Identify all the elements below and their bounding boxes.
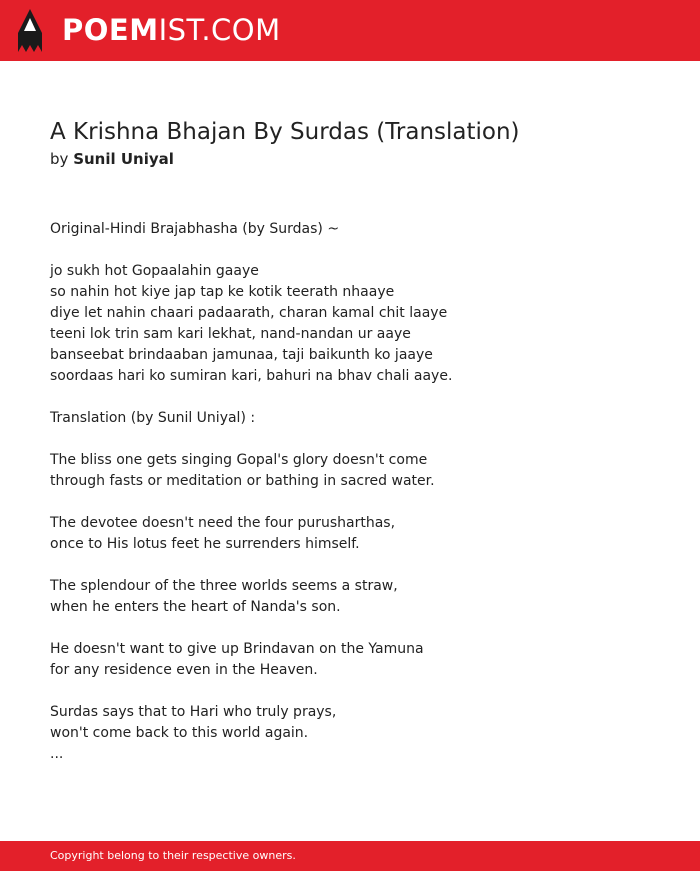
poem-line: teeni lok trin sam kari lekhat, nand-nandan ur aaye (50, 326, 411, 342)
copyright-notice: Copyright belong to their respective owners. (50, 849, 296, 862)
poem-line: Translation (by Sunil Uniyal) : (50, 410, 256, 426)
byline (50, 149, 174, 169)
poem-line (50, 618, 650, 639)
footer-bar (0, 841, 700, 871)
poem-body (50, 219, 650, 765)
poem-line: once to His lotus feet he surrenders himself. (50, 536, 360, 552)
poem-line (50, 681, 650, 702)
poem-line: so nahin hot kiye jap tap ke kotik teerath nhaaye (50, 284, 395, 300)
poem-line: The bliss one gets singing Gopal's glory doesn't come (50, 452, 428, 468)
poem-line (50, 387, 650, 408)
poem-line: through fasts or meditation or bathing in sacred water. (50, 473, 435, 489)
poem-line: jo sukh hot Gopaalahin gaaye (50, 263, 259, 279)
poem-line: ... (50, 746, 64, 762)
poem-line: diye let nahin chaari padaarath, charan kamal chit laaye (50, 305, 448, 321)
poem-line (50, 240, 650, 261)
poem-line: banseebat brindaaban jamunaa, taji baikunth ko jaaye (50, 347, 433, 363)
site-brand[interactable] (62, 12, 281, 48)
poem-line: Original-Hindi Brajabhasha (by Surdas) ~ (50, 221, 340, 237)
poem-line: won't come back to this world again. (50, 725, 309, 741)
poem-line: when he enters the heart of Nanda's son. (50, 599, 341, 615)
poem-line (50, 492, 650, 513)
author-name: Sunil Uniyal (73, 150, 174, 168)
poem-line (50, 555, 650, 576)
pencil-logo-icon[interactable] (16, 9, 44, 52)
poem-line: for any residence even in the Heaven. (50, 662, 318, 678)
brand-light-text: IST.COM (158, 13, 281, 47)
brand-strong-text: POEM (62, 13, 159, 47)
poem-line: soordaas hari ko sumiran kari, bahuri na bhav chali aaye. (50, 368, 453, 384)
poem-title: A Krishna Bhajan By Surdas (Translation) (50, 119, 520, 145)
by-label: by (50, 150, 69, 168)
poem-line: The devotee doesn't need the four purusharthas, (50, 515, 396, 531)
poem-line: He doesn't want to give up Brindavan on the Yamuna (50, 641, 424, 657)
poem-line: Surdas says that to Hari who truly prays, (50, 704, 337, 720)
poem-line: The splendour of the three worlds seems a straw, (50, 578, 398, 594)
poem-line (50, 429, 650, 450)
header-bar (0, 0, 700, 61)
